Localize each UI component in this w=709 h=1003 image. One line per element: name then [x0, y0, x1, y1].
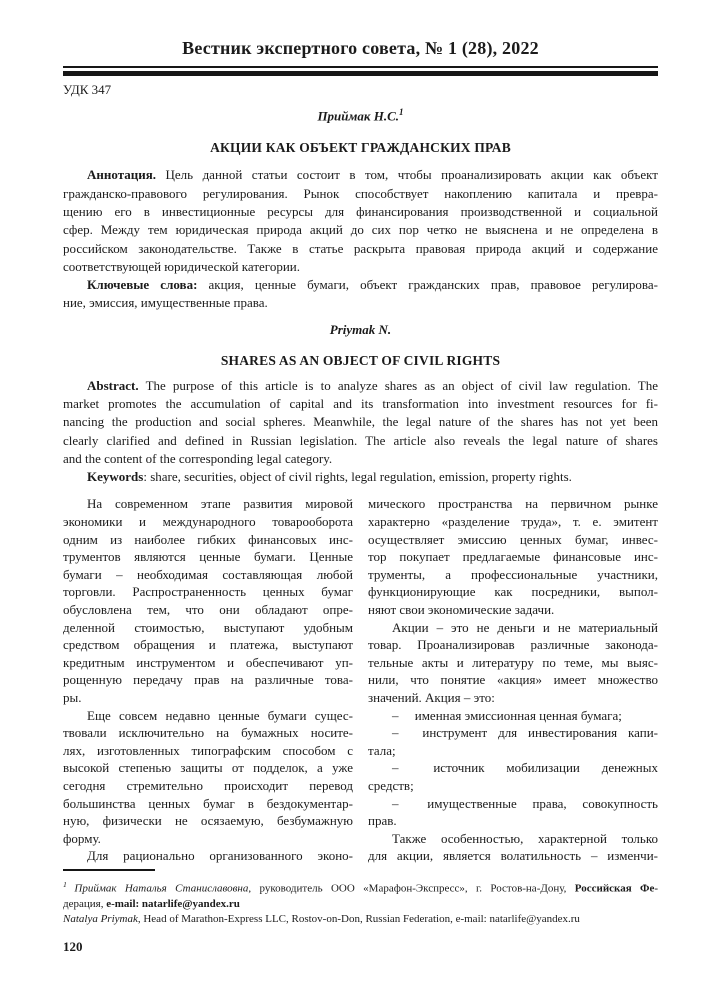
text-line: осуществляет эмиссию ценных бумаг, инвес- [368, 531, 658, 547]
text-line: Ключевые слова: акция, ценные бумаги, объект гражданских прав, правовое регулирова- [87, 277, 658, 293]
text-line: обусловлена тем, что они обладают опре- [63, 602, 353, 618]
text-line: дерация, e-mail: natarlife@yandex.ru [63, 897, 240, 910]
author-footnote-mark: 1 [399, 107, 404, 117]
text-line: тельные акты и литературу по теме, мы выяс- [368, 654, 658, 670]
udc-label: УДК 347 [63, 82, 112, 97]
author-ru-name: Приймак Н.С. [317, 108, 400, 124]
text-line: and the content of the corresponding legal category. [63, 450, 333, 466]
text-line: сегодня стремительно происходит перевод [63, 777, 353, 793]
text-line: Также особенностью, характерной только [392, 830, 658, 846]
text-line: clearly clarified and defined in Russian legislation. The article also reveals the legal nature of shares [63, 432, 658, 448]
author-en: Priymak N. [329, 321, 392, 337]
text-line: функционирующие как посредники, выпол- [368, 584, 658, 600]
text-line: ры. [63, 690, 82, 706]
text-line: соответствующей юридической категории. [63, 258, 300, 274]
text-line: На современном этапе развития мировой [87, 496, 353, 512]
text-line: няют свои экономические задачи. [368, 602, 555, 618]
article-title-en: SHARES AS AN OBJECT OF CIVIL RIGHTS [220, 352, 501, 368]
text-line: деленной стоимостью, выступают удобным [63, 619, 353, 635]
text-line: – именная эмиссионная ценная бумага; [392, 707, 622, 723]
text-line: значений. Акция – это: [368, 690, 495, 706]
text-line: средством обращения и платежа, выступают [63, 637, 353, 653]
text-line: ную, физически не осязаемую, безбумажную [63, 813, 353, 829]
text-line: – имущественные права, совокупность [392, 795, 658, 811]
text-line: Abstract. The purpose of this article is to analyze shares as an object of civil law regulation. The [87, 377, 658, 393]
text-line: гражданско-правового регулирования. Рынок способствует накоплению капитала и превра- [63, 185, 658, 201]
text-line: кредитным инструментом и обеспечивают уп- [63, 654, 353, 670]
text-line: мического пространства на первичном рынке [368, 496, 658, 512]
text-line: трументы, а профессиональные участники, [368, 566, 658, 582]
text-line: – инструмент для инвестирования капи- [392, 725, 658, 741]
author-ru [63, 105, 658, 123]
text-line: форму. [63, 830, 101, 846]
page-number: 120 [63, 938, 83, 954]
abstract-ru [63, 166, 658, 276]
keywords-ru [63, 276, 658, 313]
text-line: товар. Проанализировав различные законода- [368, 637, 658, 653]
text-line: тала; [368, 742, 396, 758]
text-line: нили, что понятие «акция» имеет множество [368, 672, 658, 688]
text-line: щению его в инвестиционные ресурсы для финансирования производственной и социальной [63, 203, 658, 219]
text-line: российском законодательстве. Также в статье раскрыта правовая природа акций и содержание [63, 240, 658, 256]
text-line: Аннотация. Цель данной статьи состоит в том, чтобы проанализировать акции как объект [87, 167, 658, 183]
text-line: рощенную передачу прав на различные това- [63, 672, 353, 688]
text-line: Natalya Priymak, Head of Marathon-Express LLC, Rostov-on-Don, Russian Federation, e-mail: natarlife@yandex.ru [63, 912, 580, 925]
text-line: – источник мобилизации денежных [392, 760, 658, 776]
text-line: market promotes the accumulation of capital and its transformation into investment resources for fi- [63, 396, 658, 411]
header-rule-thin [63, 66, 658, 68]
text-line: прав. [368, 813, 397, 829]
body-left-column [63, 495, 353, 864]
text-line: одним из наиболее гибких финансовых инс- [63, 531, 353, 547]
text-line: ние, эмиссия, имущественные права. [63, 295, 268, 311]
text-line: тор покупает предлагаемые финансовые инс- [368, 549, 658, 565]
text-line: лях, изготовленных типографским способом с [63, 742, 353, 758]
header-rule-thick [63, 71, 658, 76]
footnote [63, 877, 658, 927]
text-line: высокой степенью защиты от подделок, а уже [63, 760, 353, 776]
text-line: сфер. Между тем юридическая природа акций до сих пор четко не выяснена и не определена в [63, 222, 658, 238]
text-line: Для рационально организованного эконо- [87, 848, 353, 864]
journal-header-title: Вестник экспертного совета, № 1 (28), 2022 [182, 38, 539, 58]
abstract-en [63, 377, 658, 468]
text-line: $^1$ Приймак Наталья Станиславовна, руководитель ООО «Марафон-Экспресс», г. Ростов-на-Дону, Российская Фе- [63, 879, 659, 895]
text-line: Keywords: share, securities, object of civil rights, legal regulation, emission, property rights. [87, 469, 572, 485]
text-line: средств; [368, 777, 414, 793]
body-right-column [368, 495, 658, 864]
text-line: nancing the production and social spheres. Meanwhile, the legal nature of the shares has not yet been [63, 414, 658, 430]
text-line: характерно «разделение труда», т. е. эмитент [368, 514, 658, 530]
text-line: экономики и международного товарооборота [63, 514, 353, 530]
text-line: Еще совсем недавно ценные бумаги сущес- [87, 707, 353, 723]
text-line: бумаги – необходимая составляющая любой [63, 566, 353, 582]
text-line: трументов являются ценные бумаги. Ценные [63, 549, 353, 565]
text-line: большинства ценных бумаг в бездокументар- [63, 795, 353, 811]
text-line: Акции – это не деньги и не материальный [392, 619, 658, 635]
text-line: торговли. Распространенность ценных бумаг [63, 584, 353, 600]
text-line: для акции, является волатильность – изменчи- [368, 848, 658, 864]
article-body [63, 495, 658, 864]
text-line: твовали исключительно на бумажных носите- [63, 725, 353, 741]
footnote-separator [63, 869, 155, 871]
article-title-ru: АКЦИИ КАК ОБЪЕКТ ГРАЖДАНСКИХ ПРАВ [210, 140, 511, 156]
keywords-en [63, 468, 658, 486]
